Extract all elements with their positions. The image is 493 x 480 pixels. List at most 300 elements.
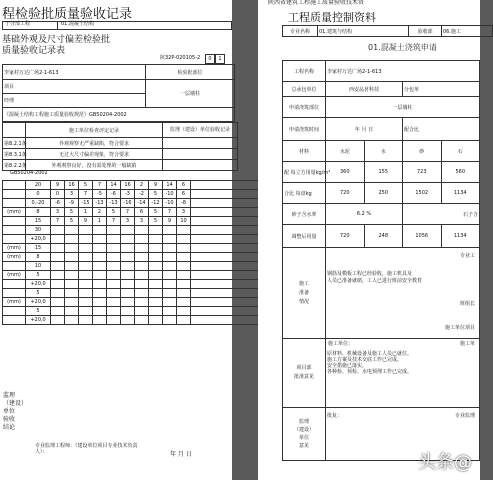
measure-value: 7 <box>121 208 135 217</box>
measure-value <box>121 316 135 325</box>
measure-value <box>149 316 163 325</box>
measure-value <box>135 316 149 325</box>
left-subtitle-1: 基础外观及尺寸偏差检验批 <box>2 35 111 45</box>
measure-value <box>65 316 79 325</box>
measure-value <box>163 280 177 289</box>
measure-value: 2 <box>135 181 149 190</box>
measure-value <box>177 316 191 325</box>
measure-value <box>93 316 107 325</box>
measure-value <box>149 244 163 253</box>
right-main-table <box>282 60 480 461</box>
measure-unit: (mm) <box>3 244 26 253</box>
measure-tolerance: 5 <box>26 307 51 316</box>
measure-value: -6 <box>51 199 65 208</box>
left-signer: 专业监理工程师：（建设单位项目专业技术负责人）： <box>35 443 138 455</box>
measure-row <box>3 271 266 280</box>
measure-unit <box>3 262 26 271</box>
measure-value <box>135 280 149 289</box>
measure-value <box>163 307 177 316</box>
measure-tolerance: 8 <box>26 208 51 217</box>
measure-value <box>93 262 107 271</box>
mat-head-cement: 水泥 <box>326 141 365 162</box>
measure-value <box>79 244 93 253</box>
measure-value <box>149 235 163 244</box>
measure-value: 7 <box>163 208 177 217</box>
measure-unit <box>3 280 26 289</box>
measure-value: 9 <box>51 181 65 190</box>
measure-value <box>135 307 149 316</box>
row-unit-0: GB50204-2002 <box>10 170 48 176</box>
ratio-2-water: 250 <box>364 183 403 204</box>
measure-value <box>107 253 121 262</box>
measure-value: 3 <box>51 208 65 217</box>
measure-value <box>149 226 163 235</box>
measure-value <box>107 226 121 235</box>
measure-value <box>79 235 93 244</box>
measure-value <box>65 307 79 316</box>
measure-unit: (mm) <box>3 271 26 280</box>
measure-value <box>65 244 79 253</box>
project-mgr-label-2: 经理 <box>3 94 146 108</box>
measure-value <box>79 280 93 289</box>
measure-value: -12 <box>149 199 163 208</box>
measure-value <box>65 289 79 298</box>
measure-value <box>163 298 177 307</box>
contractor-value: 西安品茗科技 <box>326 82 403 97</box>
measure-value <box>65 280 79 289</box>
measure-value <box>177 262 191 271</box>
measure-value: -2 <box>135 190 149 199</box>
measure-table <box>2 180 266 325</box>
measure-value <box>65 235 79 244</box>
measure-value <box>149 289 163 298</box>
measure-value <box>107 298 121 307</box>
measure-value <box>107 280 121 289</box>
adj-sand: 1056 <box>403 225 442 248</box>
measure-value <box>121 253 135 262</box>
measure-supervisor-cell <box>191 244 266 253</box>
measure-supervisor-cell <box>191 181 266 190</box>
measure-unit <box>3 199 26 208</box>
measure-value <box>93 235 107 244</box>
measure-value <box>79 271 93 280</box>
measure-value <box>149 307 163 316</box>
code-box-2: 1 <box>215 54 225 64</box>
measure-value <box>177 235 191 244</box>
mat-head-material: 材料 <box>283 141 326 162</box>
measure-value <box>121 280 135 289</box>
measure-value <box>107 262 121 271</box>
measure-tolerance: 30 <box>26 226 51 235</box>
measure-value <box>149 280 163 289</box>
measure-value <box>149 298 163 307</box>
measure-row <box>3 298 266 307</box>
measure-value <box>163 235 177 244</box>
specialty-value: 01.建筑与结构 <box>318 26 409 37</box>
measure-unit <box>3 307 26 316</box>
measure-value <box>135 253 149 262</box>
measure-supervisor-cell <box>191 280 266 289</box>
measure-tolerance: 5 <box>26 271 51 280</box>
supervisor-column-head: 监理（建设）单位验收记录 <box>163 123 238 138</box>
subcontractor-label: 分包单 <box>403 82 480 97</box>
measure-value <box>121 244 135 253</box>
mix-label: 配合比 <box>403 118 480 141</box>
measure-value <box>163 289 177 298</box>
measure-row <box>3 190 266 199</box>
measure-value: 9 <box>149 181 163 190</box>
left-sheet <box>0 0 232 480</box>
measure-value <box>93 307 107 316</box>
subsection-value: 01.混凝土结构 <box>57 21 232 30</box>
measure-value <box>121 235 135 244</box>
measure-unit: (mm) <box>3 298 26 307</box>
measure-row <box>3 226 266 235</box>
measure-supervisor-cell <box>191 307 266 316</box>
measure-value <box>135 226 149 235</box>
clause-1: 第8.2.1条 <box>3 138 26 149</box>
adj-water: 248 <box>364 225 403 248</box>
measure-value <box>135 262 149 271</box>
measure-tolerance: 0,-20 <box>26 199 51 208</box>
measure-row <box>3 199 266 208</box>
left-bottom-side: 监理 （建设） 单位 验收 结论 <box>3 392 28 431</box>
ratio-2-stone: 1134 <box>441 183 480 204</box>
measure-value: 3 <box>121 217 135 226</box>
measure-tolerance: +20,0 <box>26 235 51 244</box>
measure-value <box>135 271 149 280</box>
measure-value: 6 <box>135 208 149 217</box>
sup-side: 监理 （建设） 单位 意见 <box>283 408 326 461</box>
pour-time-label: 申请浇筑时间 <box>283 118 326 141</box>
measure-value: 5 <box>149 190 163 199</box>
measure-value <box>51 289 65 298</box>
measure-row <box>3 235 266 244</box>
measure-value: -13 <box>107 199 121 208</box>
measure-value: 14 <box>163 181 177 190</box>
measure-value <box>135 235 149 244</box>
measure-value <box>51 226 65 235</box>
measure-value <box>163 244 177 253</box>
measure-value: -8 <box>177 199 191 208</box>
contractor-label: 总承包单位 <box>283 82 326 97</box>
measure-value <box>135 289 149 298</box>
measure-value: -10 <box>163 199 177 208</box>
measure-value <box>107 244 121 253</box>
measure-value <box>121 262 135 271</box>
specialty-label: 专业名称 <box>283 26 318 37</box>
measure-value: 14 <box>107 181 121 190</box>
measure-value <box>51 262 65 271</box>
measure-value <box>163 262 177 271</box>
clause-3: 第8.2.2条 <box>3 160 26 171</box>
measure-unit <box>3 181 26 190</box>
ratio-1-cement: 360 <box>326 162 365 183</box>
measure-value <box>163 316 177 325</box>
measure-row <box>3 262 266 271</box>
measure-value <box>107 307 121 316</box>
left-date: 年 月 日 <box>170 451 192 458</box>
measure-value <box>51 253 65 262</box>
measure-tolerance: 15 <box>26 217 51 226</box>
measure-supervisor-cell <box>191 235 266 244</box>
measure-value <box>177 298 191 307</box>
measure-unit: (mm) <box>3 208 26 217</box>
standard-name: 《混凝土结构工程施工质量验收规范》GB50204-2002 <box>3 108 235 122</box>
measure-value: 1 <box>79 208 93 217</box>
measure-tolerance: 20 <box>26 181 51 190</box>
measure-value <box>177 253 191 262</box>
measure-value <box>51 307 65 316</box>
prep-content: 钢筋及模板工程已经验收，施工机具及 人员已准备就绪，工人已进行班前安全教育 专业工 班组长 施工单位项目 <box>326 248 480 339</box>
pour-time-value: 年 月 日 <box>326 118 403 141</box>
measure-row <box>3 253 266 262</box>
right-title: 工程质量控制资料 <box>288 11 376 24</box>
measure-value: -13 <box>93 199 107 208</box>
right-sheet <box>258 0 480 480</box>
project-name-value: 李家村万达广场2-1-613 <box>3 65 146 80</box>
measure-value <box>121 289 135 298</box>
clause-3-text: 外观观察良好，没有需处理的一般缺陷 <box>26 160 163 171</box>
form-code: 陕32P-020105-2 <box>160 55 201 61</box>
measure-value <box>65 253 79 262</box>
measure-value <box>65 262 79 271</box>
measure-value <box>65 271 79 280</box>
measure-value <box>93 226 107 235</box>
measure-supervisor-cell <box>191 298 266 307</box>
measure-value <box>107 271 121 280</box>
adj-cement: 720 <box>326 225 365 248</box>
measure-value <box>177 271 191 280</box>
adjusted-label: 调整后用量 <box>283 225 326 248</box>
measure-value <box>121 226 135 235</box>
measure-value <box>79 298 93 307</box>
sand-moisture-label: 砂子含水率 <box>283 204 326 225</box>
measure-value <box>121 298 135 307</box>
measure-value: 3 <box>135 217 149 226</box>
check-header-table <box>2 122 238 171</box>
measure-value <box>149 271 163 280</box>
adj-stone: 1134 <box>441 225 480 248</box>
measure-value <box>149 253 163 262</box>
measure-value: 5 <box>79 181 93 190</box>
acceptance-value: 06.施工 <box>442 26 493 37</box>
project-mgr-label: 项目 <box>3 80 146 94</box>
measure-value: 16 <box>65 181 79 190</box>
measure-value <box>163 271 177 280</box>
pour-part-value: 一层墙柱 <box>326 97 480 118</box>
measure-tolerance: +20,0 <box>26 298 51 307</box>
measure-supervisor-cell <box>191 226 266 235</box>
mat-head-water: 水 <box>364 141 403 162</box>
measure-value <box>177 289 191 298</box>
measure-value: 3 <box>177 208 191 217</box>
measure-row <box>3 289 266 298</box>
measure-value <box>107 316 121 325</box>
measure-value <box>177 226 191 235</box>
measure-value <box>79 307 93 316</box>
measure-value: 16 <box>121 181 135 190</box>
measure-value <box>51 271 65 280</box>
measure-value: 5 <box>65 208 79 217</box>
measure-value: -16 <box>121 199 135 208</box>
left-subtitle-2: 质量验收记录表 <box>2 46 66 56</box>
left-title: 程检验批质量验收记录 <box>2 7 133 22</box>
mat-head-stone: 石 <box>441 141 480 162</box>
measure-value: 7 <box>107 217 121 226</box>
measure-value <box>79 289 93 298</box>
measure-value: 1 <box>93 217 107 226</box>
clause-2: 第8.3.1条 <box>3 149 26 160</box>
measure-value <box>79 262 93 271</box>
measure-value <box>177 280 191 289</box>
measure-value: 5 <box>149 208 163 217</box>
clause-1-text: 外观观察无严重缺陷，符合要求 <box>26 138 163 149</box>
measure-value: 6 <box>177 190 191 199</box>
measure-value: -9 <box>65 199 79 208</box>
measure-value: -3 <box>121 190 135 199</box>
measure-value <box>65 298 79 307</box>
measure-supervisor-cell <box>191 190 266 199</box>
measure-value: 7 <box>93 181 107 190</box>
measure-value: 10 <box>177 217 191 226</box>
measure-row <box>3 280 266 289</box>
measure-value <box>51 244 65 253</box>
ratio-2-sand: 1502 <box>403 183 442 204</box>
measure-unit <box>3 217 26 226</box>
measure-value <box>93 271 107 280</box>
measure-value <box>163 253 177 262</box>
measure-supervisor-cell <box>191 199 266 208</box>
measure-supervisor-cell <box>191 208 266 217</box>
clause-2-text: 无过大尺寸偏差现象，符合要求 <box>26 149 163 160</box>
measure-value <box>79 316 93 325</box>
measure-value <box>65 226 79 235</box>
ratio-row-2: 合比 每盘kg <box>283 183 326 204</box>
measure-supervisor-cell <box>191 271 266 280</box>
measure-value: 5 <box>65 217 79 226</box>
measure-supervisor-cell <box>191 289 266 298</box>
code-box-1: 0 <box>205 54 215 64</box>
measure-value: -5 <box>93 190 107 199</box>
measure-unit: (mm) <box>3 253 26 262</box>
measure-value: 6 <box>177 181 191 190</box>
measure-unit <box>3 226 26 235</box>
measure-value: 9 <box>79 217 93 226</box>
measure-value <box>93 244 107 253</box>
ratio-1-stone: 560 <box>441 162 480 183</box>
measure-value: 5 <box>107 208 121 217</box>
ratio-1-sand: 723 <box>403 162 442 183</box>
measure-value: 2 <box>93 208 107 217</box>
mat-head-sand: 砂 <box>403 141 442 162</box>
measure-row <box>3 244 266 253</box>
header-table <box>2 64 235 122</box>
measure-value <box>79 226 93 235</box>
measure-value <box>121 307 135 316</box>
measure-value <box>121 271 135 280</box>
measure-value: 3 <box>65 190 79 199</box>
stone-moisture-label: 石子含 <box>403 204 480 225</box>
ratio-1-water: 155 <box>364 162 403 183</box>
right-subtitle: 01.混凝土浇筑申请 <box>368 43 437 52</box>
measure-tolerance: 10 <box>26 262 51 271</box>
dept-content: 原材料、机械设备及施工人员已就位。 施工方案及技术交底工作已完成。 安全措施已落实， 各种检、预检、水电预埋工作已完成。 施工单位： 施工单 <box>326 339 480 408</box>
measure-value <box>51 298 65 307</box>
subsection-label: 子分部工程 <box>2 21 58 30</box>
eval-column-head: 施工单位检查评定记录 <box>26 123 163 138</box>
ratio-row-1: 配 每立方用量kg/m³ <box>283 162 326 183</box>
inspect-part-label: 检验批部位 <box>146 65 235 80</box>
measure-value: -6 <box>107 190 121 199</box>
right-top-line: 陕西省建筑工程施工质量验收技术资 <box>268 0 365 6</box>
measure-supervisor-cell <box>191 217 266 226</box>
measure-value <box>51 280 65 289</box>
measure-row <box>3 181 266 190</box>
measure-value <box>135 298 149 307</box>
measure-value: 7 <box>51 217 65 226</box>
dept-side: 项目部 批准意见 <box>283 339 326 408</box>
measure-value: -15 <box>79 199 93 208</box>
measure-tolerance: 0 <box>26 190 51 199</box>
sup-content: 批复： 专业监理 <box>326 408 480 461</box>
measure-row <box>3 208 266 217</box>
measure-value: 5 <box>149 217 163 226</box>
inspect-part-value: 一层墙柱 <box>146 80 235 108</box>
watermark: 头条@ <box>418 452 472 473</box>
measure-value: -14 <box>135 199 149 208</box>
measure-value: -10 <box>163 190 177 199</box>
measure-unit <box>3 289 26 298</box>
project-label: 工程名称 <box>283 61 326 82</box>
pour-part-label: 申请浇筑部位 <box>283 97 326 118</box>
prep-side: 施工 准备 情况 <box>283 248 326 339</box>
measure-tolerance: 5 <box>26 289 51 298</box>
measure-tolerance: 8 <box>26 253 51 262</box>
measure-row <box>3 217 266 226</box>
measure-row <box>3 316 266 325</box>
measure-value <box>163 226 177 235</box>
measure-value: 0 <box>51 190 65 199</box>
ratio-2-cement: 720 <box>326 183 365 204</box>
measure-value <box>107 235 121 244</box>
measure-value <box>51 235 65 244</box>
measure-value <box>107 289 121 298</box>
measure-unit <box>3 235 26 244</box>
project-value: 李家村万达广场2-1-613 <box>326 61 480 82</box>
right-header-table <box>282 25 493 37</box>
measure-value <box>93 289 107 298</box>
measure-value <box>177 307 191 316</box>
measure-supervisor-cell <box>191 253 266 262</box>
measure-supervisor-cell <box>191 316 266 325</box>
measure-value <box>93 253 107 262</box>
measure-value: 9 <box>163 217 177 226</box>
measure-unit <box>3 316 26 325</box>
measure-value <box>93 298 107 307</box>
measure-value <box>51 316 65 325</box>
measure-value <box>149 262 163 271</box>
measure-value <box>135 244 149 253</box>
measure-tolerance: 15 <box>26 244 51 253</box>
measure-supervisor-cell <box>191 262 266 271</box>
measure-tolerance: +20,0 <box>26 280 51 289</box>
measure-value <box>177 244 191 253</box>
measure-row <box>3 307 266 316</box>
measure-value: 7 <box>79 190 93 199</box>
sand-moisture-value: 6.2 % <box>326 204 403 225</box>
acceptance-label: 验收部 <box>409 26 442 37</box>
